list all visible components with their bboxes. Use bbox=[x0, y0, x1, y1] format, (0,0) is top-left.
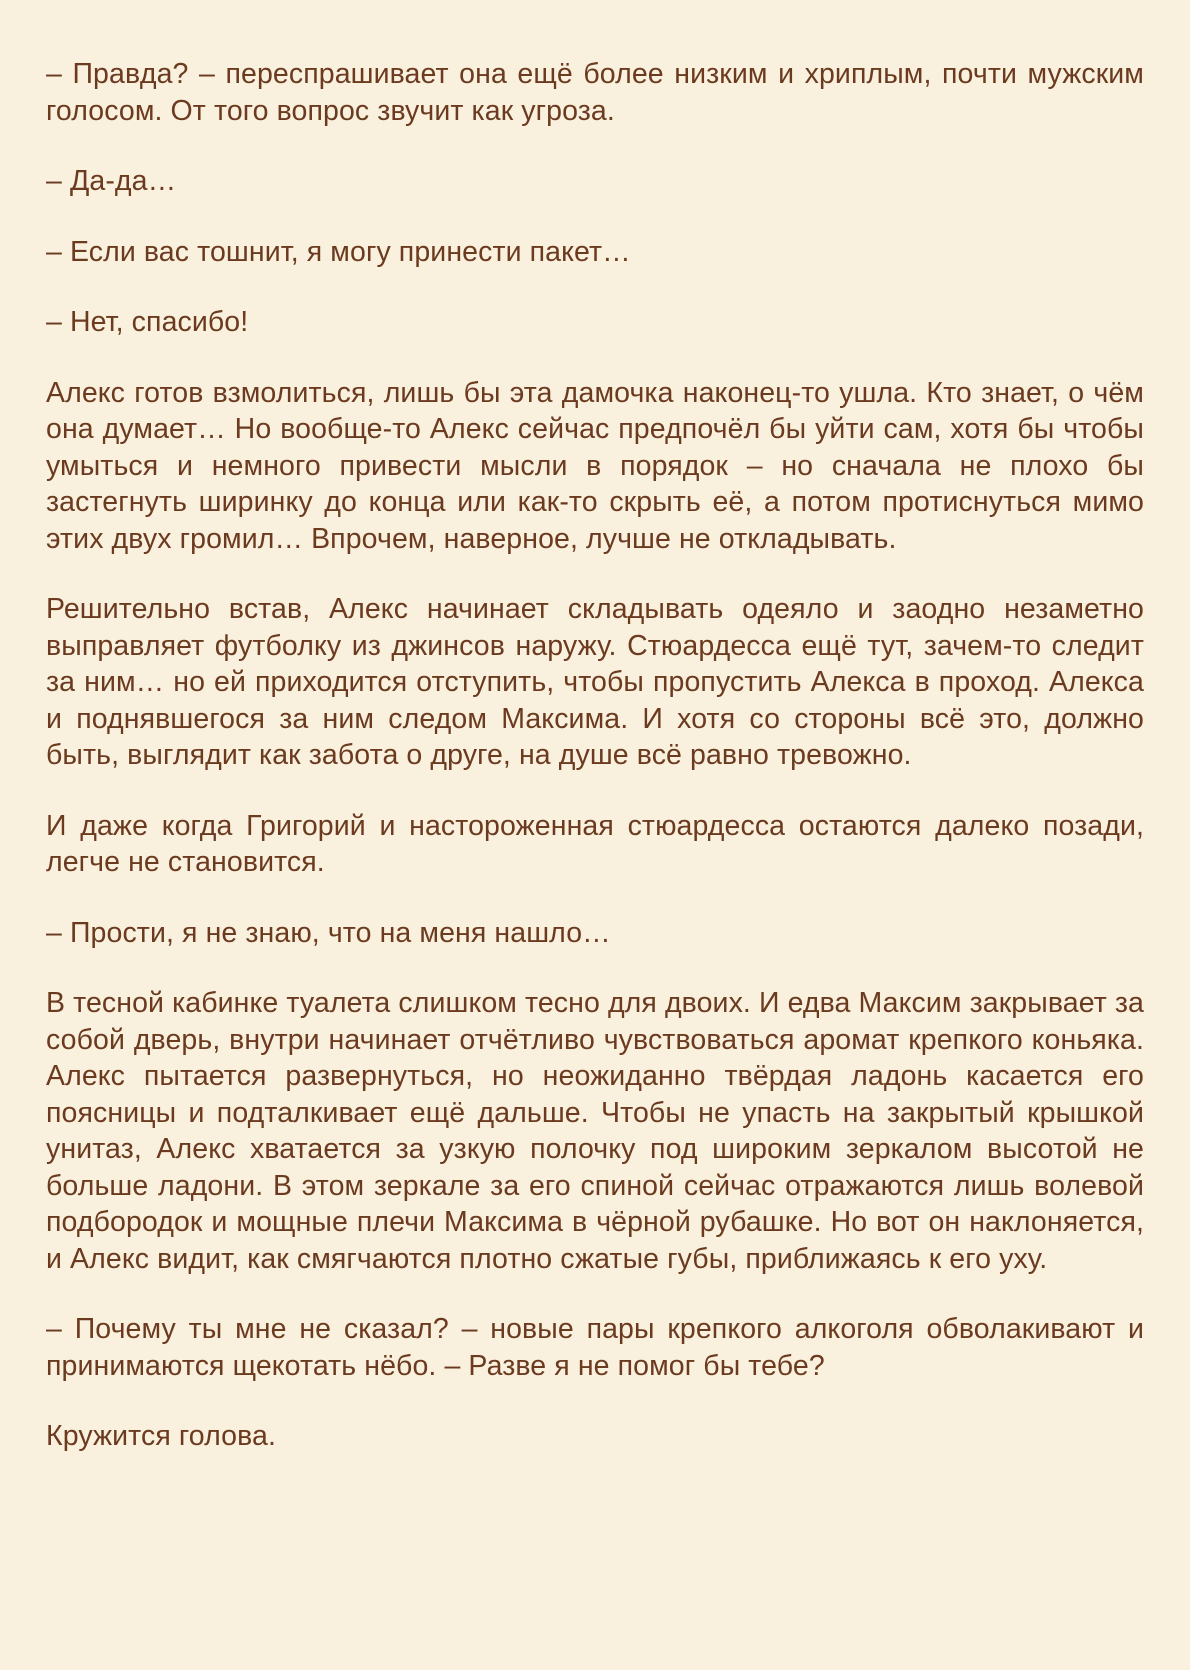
dialogue-paragraph: – Да-да… bbox=[46, 165, 177, 197]
dialogue-paragraph: – Правда? – переспрашивает она ещё более низким и хриплым, почти мужским голосом. От того вопрос звучит как угроза. bbox=[46, 58, 1144, 127]
narrative-paragraph: Алекс готов взмолиться, лишь бы эта дамочка наконец-то ушла. Кто знает, о чём она думает… Но вообще-то Алекс сейчас предпочёл бы уйти сам, хотя бы чтобы умыться и немного привести мысли в порядок – но сначала не плохо бы застегнуть ширинку до конца или как-то скрыть её, а потом протиснуться мимо этих двух громил… Впрочем, наверное, лучше не откладывать. bbox=[46, 376, 1144, 555]
dialogue-paragraph: – Нет, спасибо! bbox=[46, 306, 249, 338]
narrative-paragraph: В тесной кабинке туалета слишком тесно для двоих. И едва Максим закрывает за собой дверь, внутри начинает отчётливо чувствоваться аромат крепкого коньяка. Алекс пытается развернуться, но неожиданно твёрдая ладонь касается его поясницы и подталкивает ещё дальше. Чтобы не упасть на закрытый крышкой унитаз, Алекс хватается за узкую полочку под широким зеркалом высотой не больше ладони. В этом зеркале за его спиной сейчас отражаются лишь волевой подбородок и мощные плечи Максима в чёрной рубашке. Но вот он наклоняется, и Алекс видит, как смягчаются плотно сжатые губы, приближаясь к его уху. bbox=[46, 987, 1144, 1275]
narrative-paragraph: Решительно встав, Алекс начинает складывать одеяло и заодно незаметно выправляет футболку из джинсов наружу. Стюардесса ещё тут, зачем-то следит за ним… но ей приходится отступить, чтобы пропустить Алекса в проход. Алекса и поднявшегося за ним следом Максима. И хотя со стороны всё это, должно быть, выглядит как забота о друге, на душе всё равно тревожно. bbox=[46, 593, 1144, 771]
dialogue-paragraph: – Прости, я не знаю, что на меня нашло… bbox=[46, 916, 611, 949]
book-page bbox=[46, 56, 1144, 1455]
dialogue-paragraph: – Почему ты мне не сказал? – новые пары крепкого алкоголя обволакивают и принимаются щекотать нёбо. – Разве я не помог бы тебе? bbox=[46, 1313, 1144, 1382]
narrative-paragraph: И даже когда Григорий и настороженная стюардесса остаются далеко позади, легче не становится. bbox=[46, 809, 1144, 878]
dialogue-paragraph: – Если вас тошнит, я могу принести пакет… bbox=[46, 235, 631, 268]
narrative-paragraph: Кружится голова. bbox=[46, 1420, 277, 1452]
